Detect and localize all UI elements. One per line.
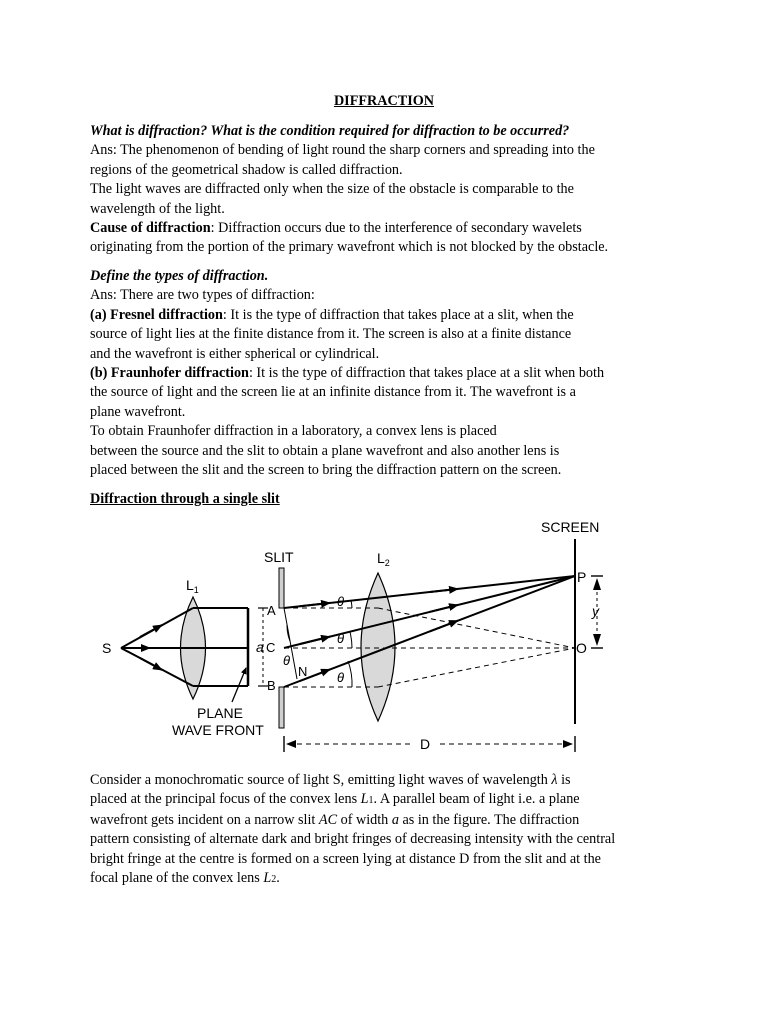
section-single-slit bbox=[90, 490, 690, 509]
answer-line: The light waves are diffracted only when the size of the obstacle is comparable to the bbox=[90, 181, 574, 198]
fresnel-line-3: and the wavefront is either spherical or cylindrical. bbox=[90, 345, 380, 362]
answer-line: regions of the geometrical shadow is called diffraction. bbox=[90, 161, 403, 178]
fraunhofer-line-2: the source of light and the screen lie at an infinite distance from it. The wavefront is a bbox=[90, 384, 576, 401]
arrow-ray-a-2 bbox=[430, 589, 458, 592]
label-slit: SLIT bbox=[264, 549, 294, 565]
question-what-is-diffraction: What is diffraction? What is the condition required for diffraction to be occurred? bbox=[90, 123, 570, 139]
label-theta-top: θ bbox=[337, 594, 345, 609]
label-b-point: B bbox=[267, 678, 276, 693]
label-theta-bottom: θ bbox=[337, 670, 345, 685]
slit-top-plate bbox=[279, 568, 284, 608]
theta-arc-bottom bbox=[348, 661, 352, 687]
paragraph-line-3: wavefront gets incident on a narrow slit AC of width a as in the figure. The diffraction bbox=[90, 811, 580, 828]
fraunhofer-label: (b) Fraunhofer diffraction bbox=[90, 365, 249, 382]
paragraph-line-5: bright fringe at the centre is formed on a screen lying at distance D from the slit and at the bbox=[90, 850, 601, 867]
label-wave-front: WAVE FRONT bbox=[172, 722, 264, 738]
y-arrow-up bbox=[593, 578, 601, 590]
dashed-line-bottom-to-o bbox=[378, 648, 575, 687]
single-slit-heading: Diffraction through a single slit bbox=[90, 491, 280, 507]
cause-text: : Diffraction occurs due to the interference of secondary wavelets bbox=[210, 220, 582, 237]
label-plane: PLANE bbox=[197, 705, 243, 721]
question-types: Define the types of diffraction. bbox=[90, 268, 269, 284]
arrow-ray-a bbox=[300, 603, 330, 606]
single-slit-paragraph bbox=[90, 771, 690, 889]
d-arrow-right bbox=[563, 740, 573, 748]
cause-label: Cause of diffraction bbox=[90, 220, 211, 237]
section-types-of-diffraction bbox=[90, 267, 690, 480]
label-a-point: A bbox=[267, 603, 276, 618]
d-arrow-left bbox=[286, 740, 296, 748]
answer-line: wavelength of the light. bbox=[90, 200, 225, 217]
fraunhofer-text: : It is the type of diffraction that takes place at a slit when both bbox=[248, 365, 605, 382]
arrow-ray-c-2 bbox=[430, 605, 458, 612]
theta-arc-middle bbox=[350, 632, 352, 648]
types-answer: Ans: There are two types of diffraction: bbox=[90, 287, 315, 304]
cause-line bbox=[90, 219, 690, 238]
section-what-is-diffraction bbox=[90, 122, 690, 258]
label-screen: SCREEN bbox=[541, 519, 600, 535]
arrow-ray-c bbox=[300, 637, 330, 644]
fresnel-line bbox=[90, 306, 690, 325]
label-o: O bbox=[576, 640, 587, 656]
lambda-symbol: λ bbox=[551, 772, 558, 788]
perpendicular-an bbox=[284, 608, 297, 679]
slit-bottom-plate bbox=[279, 687, 284, 728]
label-slit-width: a bbox=[256, 639, 264, 655]
label-l1: $L_1$ bbox=[186, 577, 199, 595]
fresnel-text: : It is the type of diffraction that takes place at a slit, when the bbox=[222, 306, 574, 323]
label-l2: $L_2$ bbox=[377, 550, 390, 568]
obtain-line: To obtain Fraunhofer diffraction in a laboratory, a convex lens is placed bbox=[90, 423, 497, 440]
fraunhofer-line-3: plane wavefront. bbox=[90, 403, 186, 420]
label-d: D bbox=[420, 736, 431, 752]
answer-line: Ans: The phenomenon of bending of light round the sharp corners and spreading into the bbox=[90, 142, 595, 159]
obtain-line: placed between the slit and the screen to bring the diffraction pattern on the screen. bbox=[90, 462, 562, 479]
label-n-point: N bbox=[298, 664, 308, 679]
arrow-source-top bbox=[140, 625, 162, 637]
cause-line-2: originating from the portion of the primary wavefront which is not blocked by the obstacle. bbox=[90, 239, 609, 256]
fresnel-line-2: source of light lies at the finite distance from it. The screen is also at a finite distance bbox=[90, 326, 572, 343]
paragraph-line-4: pattern consisting of alternate dark and bright fringes of decreasing intensity with the central bbox=[90, 831, 616, 848]
label-theta-slit: θ bbox=[283, 653, 291, 668]
single-slit-diagram bbox=[0, 510, 768, 770]
paragraph-line-2: placed at the principal focus of the convex lens L1. A parallel beam of light i.e. a plane bbox=[90, 791, 580, 808]
label-theta-middle: θ bbox=[337, 631, 345, 646]
label-c-point: C bbox=[266, 640, 276, 655]
label-s: S bbox=[102, 640, 112, 656]
y-arrow-down bbox=[593, 634, 601, 646]
arrow-ray-b-2 bbox=[430, 621, 458, 632]
obtain-line: between the source and the slit to obtain a plane wavefront and also another lens is bbox=[90, 442, 560, 459]
label-y: y bbox=[592, 603, 599, 619]
paragraph-line-6: focal plane of the convex lens L2. bbox=[90, 870, 280, 887]
paragraph-line-1: Consider a monochromatic source of light S, emitting light waves of wavelength λ is bbox=[90, 772, 571, 788]
label-p: P bbox=[577, 569, 587, 585]
fresnel-label: (a) Fresnel diffraction bbox=[90, 306, 223, 323]
fraunhofer-line bbox=[90, 364, 690, 383]
arrow-source-bottom bbox=[140, 658, 162, 670]
document-title: DIFFRACTION bbox=[333, 93, 435, 109]
